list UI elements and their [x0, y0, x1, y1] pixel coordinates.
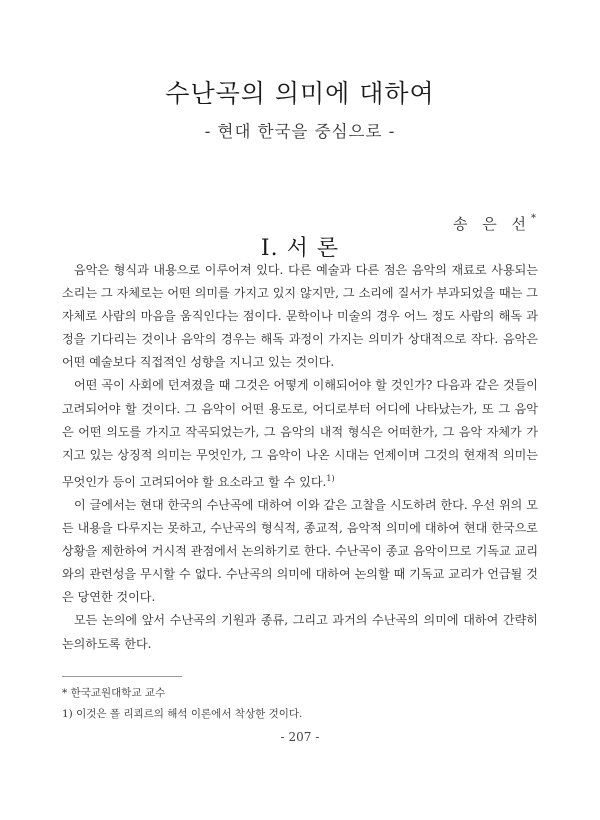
body-text	[62, 259, 538, 656]
paragraph-3: 이 글에서는 현대 한국의 수난곡에 대하여 이와 같은 고찰을 시도하려 한다. 우선 위의 모든 내용을 다루지는 못하고, 수난곡의 형식적, 종교적, 음악적 의미에 대하여 현대 한국으로 상황을 제한하여 거시적 관점에서 논의하기로 한다. 수난곡이 종교 음악이므로 기독교 교리와의 관련성을 무시할 수 없다. 수난곡의 의미에 대하여 논의할 때 기독교 교리가 언급될 것은 당연한 것이다.	[62, 497, 538, 605]
footnote-divider	[62, 676, 182, 677]
paper-subtitle: - 현대 한국을 중심으로 -	[204, 122, 396, 141]
paragraph-2	[62, 374, 538, 494]
footnote-1: 1) 이것은 폴 리쾨르의 해석 이론에서 착상한 것이다.	[62, 708, 303, 720]
author-footnote-mark: *	[531, 213, 536, 224]
footnote-ref: 1)	[326, 473, 335, 483]
paper-title: 수난곡의 의미에 대하여	[165, 79, 435, 108]
paragraph-2-text: 어떤 곡이 사회에 던져졌을 때 그것은 어떻게 이해되어야 할 것인가? 다음과 같은 것들이 고려되어야 할 것이다. 그 음악이 어떤 용도로, 어디로부터 어디에 나타났는가, 또 그 음악은 어떤 의도를 가지고 작곡되었는가, 그 음악의 내적 형식은 어떠한가, 그 음악 자체가 가지고 있는 상징적 의미는 무엇인가, 그 음악이 나온 시대는 언제이며 그것의 현재적 의미는 무엇인가 등이 고려되어야 할 요소라고 할 수 있다.	[62, 378, 538, 489]
author-name-text: 송 은 선	[452, 215, 531, 233]
page-number: - 207 -	[280, 730, 320, 744]
paragraph-1: 음악은 형식과 내용으로 이루어져 있다. 다른 예술과 다른 점은 음악의 재료로 사용되는 소리는 그 자체로는 어떤 의미를 가지고 있지 않지만, 그 소리에 질서가 부과되었을 때는 그 자체로 사람의 마음을 움직인다는 점이다. 문학이나 미술의 경우 어느 정도 사람의 해독 과정을 기다리는 것이나 음악의 경우는 해독 과정이 가지는 의미가 상대적으로 작다. 음악은 어떤 예술보다 직접적인 성향을 지니고 있는 것이다.	[62, 263, 538, 370]
section-heading: Ⅰ. 서 론	[260, 236, 340, 261]
paragraph-4: 모든 논의에 앞서 수난곡의 기원과 종류, 그리고 과거의 수난곡의 의미에 대하여 간략히 논의하도록 한다.	[62, 613, 538, 651]
footnote-author: * 한국교원대학교 교수	[62, 687, 166, 699]
